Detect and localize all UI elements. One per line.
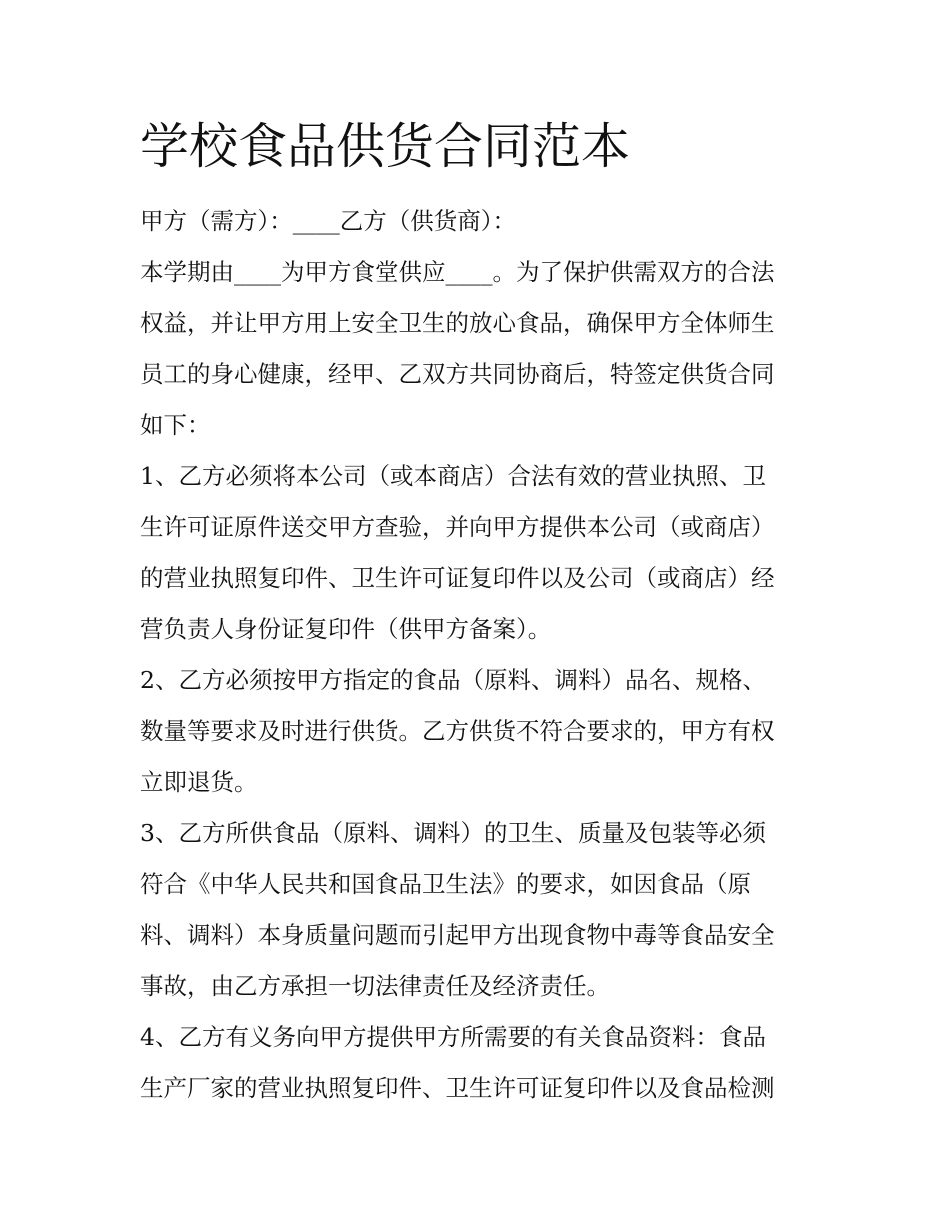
clause-4-line: 4、乙方有义务向甲方提供甲方所需要的有关食品资料：食品: [140, 1023, 766, 1051]
paragraph-line: 员工的身心健康，经甲、乙双方共同协商后，特签定供货合同: [140, 360, 775, 388]
clause-3-line: 符合《中华人民共和国食品卫生法》的要求，如因食品（原: [140, 870, 751, 898]
paragraph-line: 如下：: [140, 411, 211, 439]
party-line: 甲方（需方）：____乙方（供货商）：: [140, 207, 516, 235]
clause-1-line: 生许可证原件送交甲方查验，并向甲方提供本公司（或商店）: [140, 513, 775, 541]
clause-2-line: 立即退货。: [140, 768, 258, 796]
clause-3-line: 事故，由乙方承担一切法律责任及经济责任。: [140, 972, 610, 1000]
clause-2-line: 数量等要求及时进行供货。乙方供货不符合要求的，甲方有权: [140, 717, 775, 745]
document-title: 学校食品供货合同范本: [140, 118, 631, 175]
paragraph-line: 本学期由____为甲方食堂供应____。为了保护供需双方的合法: [140, 258, 775, 286]
document-body: [140, 196, 820, 1114]
clause-3-line: 料、调料）本身质量问题而引起甲方出现食物中毒等食品安全: [140, 921, 775, 949]
clause-1-line: 1、乙方必须将本公司（或本商店）合法有效的营业执照、卫: [140, 462, 766, 490]
clause-2-line: 2、乙方必须按甲方指定的食品（原料、调料）品名、规格、: [140, 666, 766, 694]
clause-3-line: 3、乙方所供食品（原料、调料）的卫生、质量及包装等必须: [140, 819, 766, 847]
paragraph-line: 权益，并让甲方用上安全卫生的放心食品，确保甲方全体师生: [140, 309, 775, 337]
clause-4-line: 生产厂家的营业执照复印件、卫生许可证复印件以及食品检测: [140, 1074, 775, 1102]
clause-1-line: 营负责人身份证复印件（供甲方备案）。: [140, 615, 552, 643]
clause-1-line: 的营业执照复印件、卫生许可证复印件以及公司（或商店）经: [140, 564, 775, 592]
